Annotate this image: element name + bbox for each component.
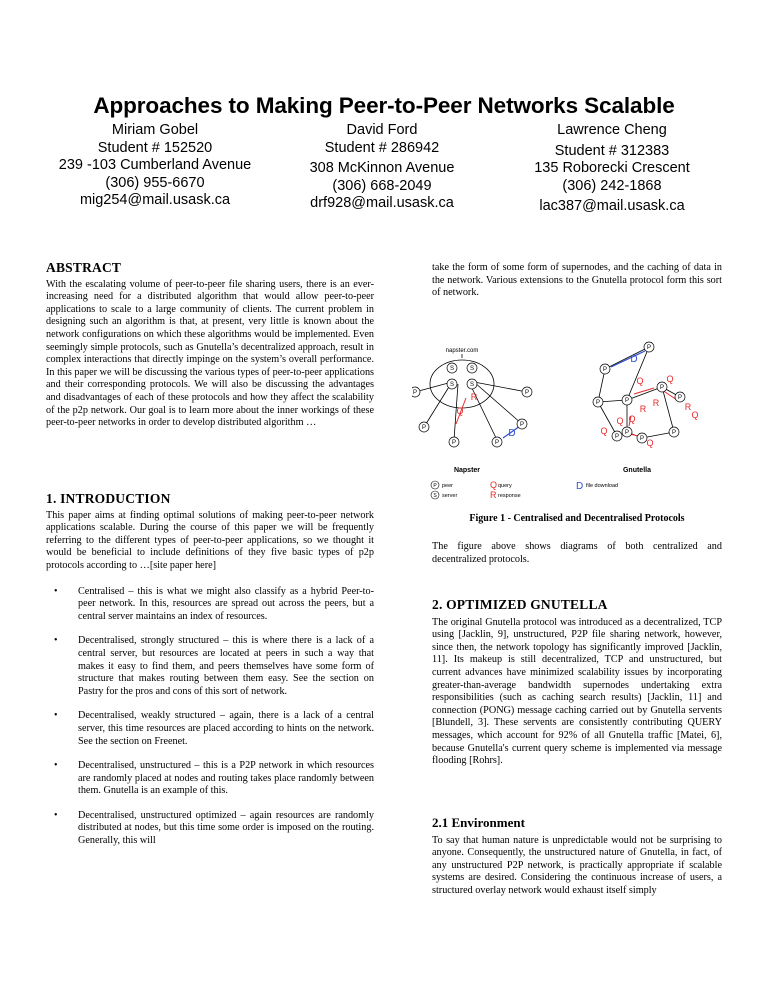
legend-peer-text: peer	[442, 483, 454, 489]
protocols-figure	[412, 332, 712, 502]
author-address: 308 McKinnon Avenue	[309, 160, 455, 176]
node-letter: P	[624, 398, 630, 404]
node-letter: P	[639, 436, 645, 442]
legend-response-letter: R	[490, 490, 497, 500]
response-marker: R	[639, 404, 647, 414]
node-letter: P	[624, 430, 630, 436]
node-letter: P	[412, 390, 418, 396]
intro-section	[46, 493, 374, 848]
node-letter: S	[469, 382, 475, 388]
section-2-text: The original Gnutella protocol was introduced as a decentralized, TCP using [Jacklin, 9], unstructured, P2P file sharing network, however, since then, the network topology has significantly improved [Jacklin, 11]. Its makeup is still decentralized, TCP and unstructured, but current advances have minimized scalability issues by incorporating greater-than-average bandwidth supernodes undertaking extra responsibilities (such as caching search results) [Jacklin, 11] and connection (PONG) message caching carried out by Gnutella servents [Blundell, 3]. These servents are consistently contributing QUERY messages, which account for 92% of all Gnutella traffic [Matei, 6], because Gnutella's current query scheme is implemented via message flooding [Rohrs].	[432, 616, 722, 767]
node-letter: S	[449, 366, 455, 372]
list-item: • Decentralised, unstructured – this is a P2P network in which resources are randomly placed at nodes and routing takes place randomly between them. Gnutella is an example of this.	[46, 760, 374, 798]
query-marker: Q	[456, 406, 464, 416]
paragraph: take the form of some form of supernodes, and the caching of data in the network. Various extensions to the Gnutella protocol form this sort of network.	[432, 262, 722, 299]
section-2	[432, 599, 722, 768]
download-marker: D	[630, 354, 638, 365]
node-letter: P	[671, 430, 677, 436]
author-student-number: Student # 152520	[97, 139, 213, 156]
author-address: 239 -103 Cumberland Avenue	[58, 157, 252, 173]
section-2-1-text: To say that human nature is unpredictable would not be surprising to anyone. Consequently, the unstructured nature of Gnutella, in fact, of any unstructured P2P network, is practically appropriate if scalable systems are desired. Considering the continuous increase of users, a structured overlay network would exhaust itself simply	[432, 834, 722, 896]
paragraph: The figure above shows diagrams of both centralized and decentralized protocols.	[432, 541, 722, 565]
node-letter: P	[595, 400, 601, 406]
right-top-text	[432, 262, 722, 300]
query-marker: Q	[600, 426, 608, 436]
node-letter: P	[659, 385, 665, 391]
node-letter: P	[451, 440, 457, 446]
node-letter: S	[469, 366, 475, 372]
left-column	[46, 262, 374, 430]
legend-query-text: query	[498, 483, 512, 489]
query-marker: Q	[666, 374, 674, 384]
figure-caption: Figure 1 - Centralised and Decentralised Protocols	[469, 513, 685, 524]
list-item: • Centralised – this is what we might also classify as a hybrid Peer-to-peer network. In this, resources are spread out across the peers, but a central server maintains an index of resources.	[46, 586, 374, 624]
author-student-number: Student # 312383	[554, 142, 670, 159]
author-name: Miriam Gobel	[111, 122, 199, 138]
author-block	[502, 122, 722, 216]
legend-query-letter: Q	[490, 480, 498, 490]
node-letter: P	[602, 367, 608, 373]
author-address: 135 Roborecki Crescent	[534, 160, 690, 176]
author-student-number: Student # 286942	[324, 139, 440, 156]
author-phone: (306) 668-2049	[332, 177, 432, 194]
author-block	[45, 122, 265, 210]
node-letter: P	[494, 440, 500, 446]
figure-legend	[431, 480, 618, 500]
author-email: mig254@mail.usask.ca	[79, 192, 231, 208]
napster-label: Napster	[453, 467, 481, 474]
node-letter: P	[646, 345, 652, 351]
network-nodes	[412, 342, 699, 448]
legend-download-letter: D	[576, 481, 584, 492]
section-2-1-heading: 2.1 Environment	[432, 815, 525, 830]
paper-title: Approaches to Making Peer-to-Peer Networks Scalable	[93, 93, 675, 118]
author-email: lac387@mail.usask.ca	[539, 198, 685, 214]
node-letter: P	[524, 390, 530, 396]
download-marker: D	[508, 428, 516, 439]
figure-description	[432, 541, 722, 566]
author-phone: (306) 242-1868	[562, 177, 662, 194]
section-2-1	[432, 817, 722, 898]
server-label: napster.com	[445, 348, 479, 354]
figure-caption-block	[432, 513, 722, 526]
author-name: David Ford	[346, 122, 418, 138]
author-block	[272, 122, 492, 213]
node-letter: S	[449, 382, 455, 388]
gnutella-label: Gnutella	[622, 467, 652, 474]
legend-server-text: server	[442, 493, 458, 499]
abstract-heading: ABSTRACT	[46, 260, 122, 275]
abstract-text: With the escalating volume of peer-to-peer file sharing users, there is an ever-increasing need for a distributed algorithm that would allow peer-to-peer applications to scale to a large community of clients. The current problem in designing such an algorithm is that, at present, very little is known about the network configurations on which these algorithms would be implemented. Even seemingly simple protocols, such as Gnutella’s decentralized approach, result in complex interactions that directly impinge on the system’s overall performance. In this paper we will be discussing the various types of peer-to-peer applications and their corresponding protocols. We will also be discussing the advantages and disadvantages of each of these protocols and how they affect the scalability of the p2p network. Our goal is to learn more about the inner workings of these peer-to-peer networks in order to develop distributed algorithm …	[46, 278, 374, 429]
legend-download-text: file download	[586, 483, 619, 489]
section-2-heading: 2. OPTIMIZED GNUTELLA	[432, 597, 608, 612]
query-marker: Q	[691, 410, 699, 420]
author-phone: (306) 955-6670	[105, 174, 205, 191]
query-marker: Q	[616, 416, 624, 426]
intro-heading: 1. INTRODUCTION	[46, 491, 171, 506]
query-marker: Q	[628, 414, 636, 424]
node-letter: P	[519, 422, 525, 428]
query-marker: Q	[646, 438, 654, 448]
legend-peer-letter: P	[433, 483, 437, 489]
legend-server-letter: S	[433, 493, 437, 499]
response-marker: R	[684, 402, 692, 412]
node-letter: P	[421, 425, 427, 431]
node-letter: P	[614, 434, 620, 440]
list-item: • Decentralised, weakly structured – again, there is a lack of a central server, this time resources are placed according to hints on the network. See the section on Freenet.	[46, 710, 374, 748]
response-marker: R	[470, 392, 478, 402]
node-letter: P	[677, 395, 683, 401]
author-email: drf928@mail.usask.ca	[310, 195, 454, 211]
query-marker: Q	[636, 376, 644, 386]
protocol-list	[46, 586, 374, 848]
list-item: • Decentralised, unstructured optimized – again resources are randomly distributed at nodes, but this time some order is imposed on the routing. Generally, this will	[46, 810, 374, 848]
list-item: • Decentralised, strongly structured – this is where there is a lack of a central server, but resources are located at peers in such a way that makes it easy to find them, and peers themselves have some form of structure that makes routing between them easy. See the section on Pastry for the pros and cons of this sort of network.	[46, 635, 374, 698]
legend-response-text: response	[498, 493, 521, 499]
author-name: Lawrence Cheng	[557, 122, 667, 138]
response-marker: R	[652, 398, 660, 408]
intro-text: This paper aims at finding optimal solutions of making peer-to-peer network applications scalable. During the course of this paper we will be frequently referring to the different types of peer-to-peer applications, so we thought it would be beneficial to include definitions of they five basic types of p2p protocols according to …[site paper here]	[46, 509, 374, 571]
